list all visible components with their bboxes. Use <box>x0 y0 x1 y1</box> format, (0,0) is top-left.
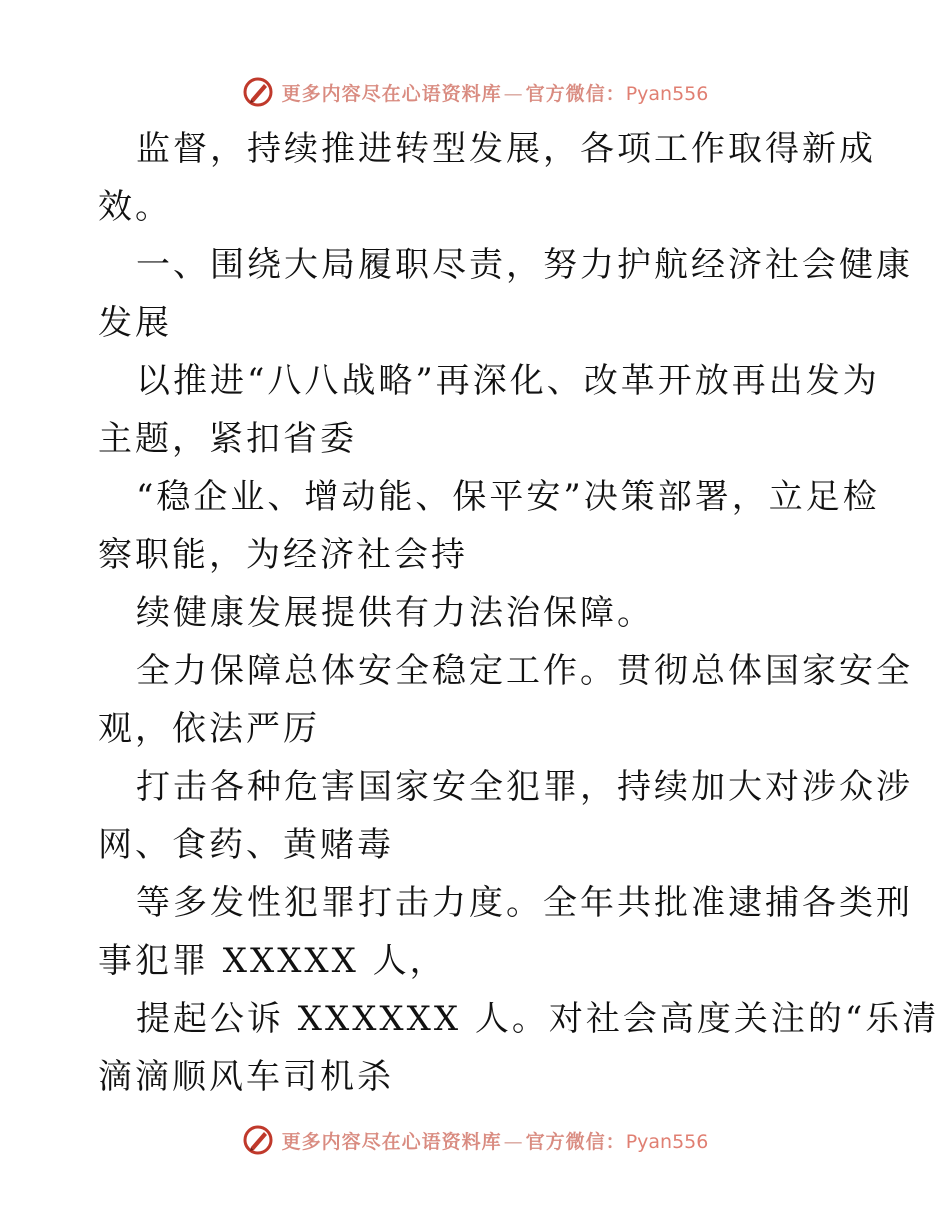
text-line: 以推进“八八战略”再深化、改革开放再出发为 <box>136 361 880 401</box>
text-line: 察职能，为经济社会持 <box>98 535 468 575</box>
text-line: 主题，紧扣省委 <box>98 419 357 459</box>
header-site-name: 更多内容尽在心语资料库 <box>281 82 502 105</box>
section-heading-line: 一、围绕大局履职尽责，努力护航经济社会健康 <box>136 245 913 285</box>
text-line: 网、食药、黄赌毒 <box>98 825 394 865</box>
header-wechat-id: Pyan556 <box>625 82 709 105</box>
text-line: 续健康发展提供有力法治保障。 <box>136 593 654 633</box>
text-line: 等多发性犯罪打击力度。全年共批准逮捕各类刑 <box>136 883 913 923</box>
text-line: 观，依法严厉 <box>98 709 320 749</box>
text-line: 全力保障总体安全稳定工作。贯彻总体国家安全 <box>136 651 913 691</box>
header-wechat-label: 官方微信： <box>525 82 626 105</box>
footer-banner-text <box>282 1127 709 1154</box>
text-line: 效。 <box>98 187 172 227</box>
header-separator: — <box>503 82 524 105</box>
text-line: 滴滴顺风车司机杀 <box>98 1057 394 1097</box>
pen-circle-logo-icon <box>242 1124 274 1156</box>
document-body <box>98 120 940 1106</box>
header-banner <box>0 72 950 112</box>
text-line: 打击各种危害国家安全犯罪，持续加大对涉众涉 <box>136 767 913 807</box>
pen-circle-logo-icon <box>242 76 274 108</box>
text-line: “稳企业、增动能、保平安”决策部署，立足检 <box>136 477 880 517</box>
footer-separator: — <box>503 1130 524 1153</box>
header-banner-text <box>282 79 709 106</box>
text-line: 事犯罪 XXXXX 人， <box>98 941 447 981</box>
section-heading-line: 发展 <box>98 303 172 343</box>
text-line: 提起公诉 XXXXXX 人。对社会高度关注的“乐清 <box>136 999 940 1039</box>
footer-wechat-id: Pyan556 <box>625 1130 709 1153</box>
footer-site-name: 更多内容尽在心语资料库 <box>281 1130 502 1153</box>
text-line: 监督，持续推进转型发展，各项工作取得新成 <box>136 129 876 169</box>
footer-wechat-label: 官方微信： <box>525 1130 626 1153</box>
footer-banner <box>0 1120 950 1160</box>
